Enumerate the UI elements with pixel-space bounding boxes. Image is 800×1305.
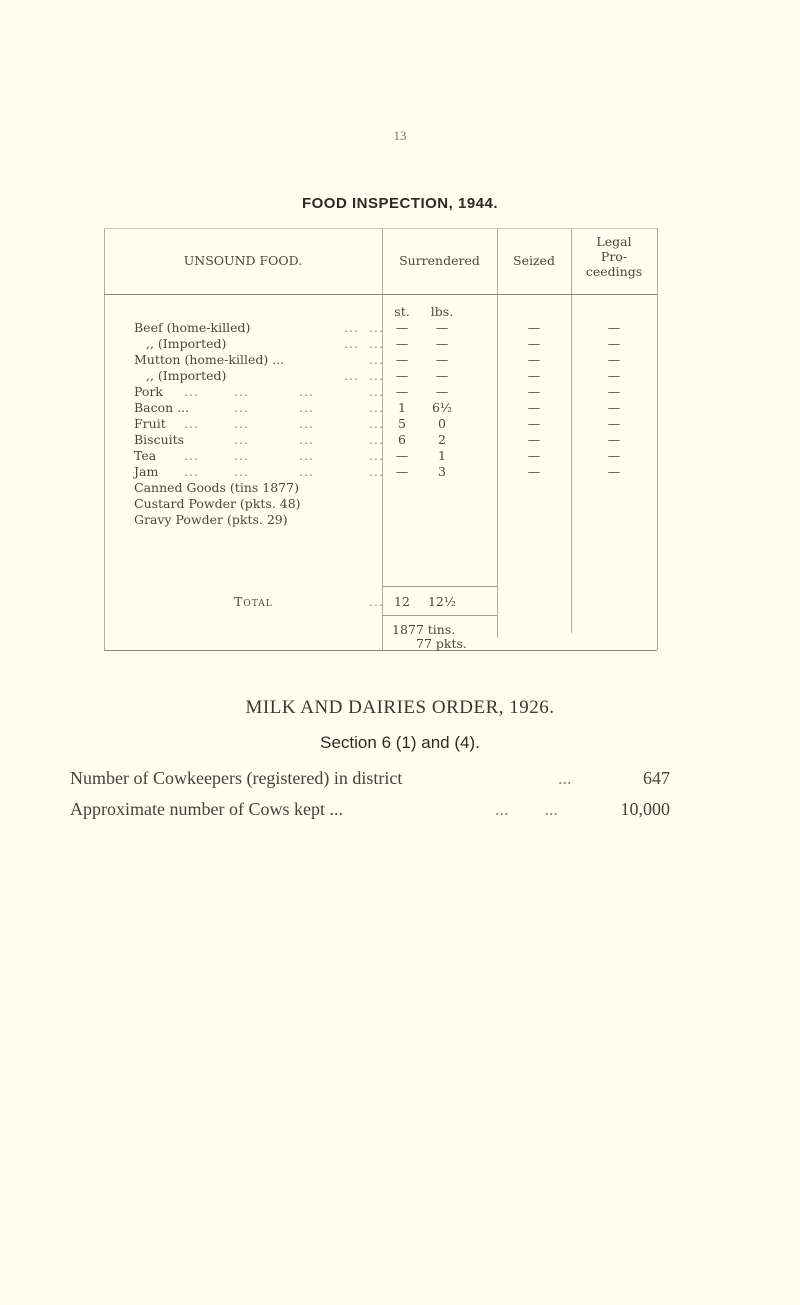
cell-legal: — [607,416,621,431]
leader-dots: ... [299,384,314,399]
leader-dots: ... [184,384,199,399]
table-row [104,432,657,448]
header-legal-line2: Pro- [600,249,628,264]
leader-dots: ... [369,352,384,367]
leader-dots: ... [369,448,384,463]
cell-legal: — [607,352,621,367]
row-label: Tea [134,448,157,463]
note-row [104,496,657,512]
leader-dots: ... [558,768,572,788]
cell-legal: — [607,384,621,399]
leader-dots: ... [234,384,249,399]
cell-lbs: 2 [438,432,446,447]
table-row [104,352,657,368]
leader-dots: ... [369,320,384,335]
cell-lbs: 6½ [431,400,453,415]
note-row [104,480,657,496]
leader-dots: ... [234,432,249,447]
cell-legal: — [607,432,621,447]
note-canned-goods: Canned Goods (tins 1877) [134,480,299,495]
table-row [104,464,657,480]
leader-dots: ... [299,448,314,463]
cell-lbs: — [435,320,449,335]
cell-legal: — [607,464,621,479]
total-bottom-rule [382,615,497,616]
note-row [104,512,657,528]
row-label: Biscuits [134,432,185,447]
cell-st: 6 [398,432,406,447]
leader-dots: ... [299,464,314,479]
cell-seized: — [527,384,541,399]
leader-dots: ... [369,368,384,383]
cell-lbs: 0 [438,416,446,431]
stat-row-cowkeepers [70,768,670,794]
table-row [104,416,657,432]
leader-dots: ... [299,416,314,431]
cell-st: — [395,448,409,463]
cell-seized: — [527,464,541,479]
cell-seized: — [527,400,541,415]
header-divider [104,294,657,295]
cell-legal: — [607,400,621,415]
cell-seized: — [527,448,541,463]
units-row [104,304,657,320]
cell-legal: — [607,336,621,351]
note-gravy-powder: Gravy Powder (pkts. 29) [134,512,288,527]
header-legal-line1: Legal [596,234,632,249]
leader-dots: ... [369,384,384,399]
page-title: FOOD INSPECTION, 1944. [301,195,499,212]
unit-pounds: lbs. [430,304,454,319]
header-unsound-food: UNSOUND FOOD. [183,253,303,268]
header-seized: Seized [513,253,555,268]
cell-legal: — [607,320,621,335]
leader-dots: ... [299,400,314,415]
total-pkts: 77 pkts. [416,636,467,651]
total-tins: 1877 tins. [392,622,456,637]
leader-dots: ... [234,416,249,431]
leader-dots: ... [299,432,314,447]
cell-st: 5 [398,416,406,431]
leader-dots: ... [344,336,359,351]
stat-label: Approximate number of Cows kept ... [70,799,343,819]
leader-dots: ... [369,416,384,431]
cell-seized: — [527,416,541,431]
total-label: Total [234,594,273,609]
header-legal-proceedings [571,234,657,279]
row-label: Mutton (home-killed) ... [134,352,285,367]
table-row [104,448,657,464]
leader-dots: ... [184,448,199,463]
cell-st: — [395,464,409,479]
row-label: Bacon ... [134,400,190,415]
cell-seized: — [527,320,541,335]
leader-dots: ... [369,594,384,609]
leader-dots: ... [184,464,199,479]
unit-stones: st. [394,304,410,319]
cell-st: — [395,368,409,383]
leader-dots: ... [369,336,384,351]
stat-row-cows [70,799,670,825]
cell-legal: — [607,368,621,383]
leader-dots: ... [369,464,384,479]
page-number: 13 [393,128,407,143]
stat-value: 647 [643,768,670,788]
total-st: 12 [394,594,410,609]
table-row [104,320,657,336]
row-label: Jam [134,464,159,479]
row-label: ,, (Imported) [146,368,227,383]
table-row [104,384,657,400]
cell-lbs: — [435,352,449,367]
leader-dots: ... [369,432,384,447]
cell-lbs: 1 [438,448,446,463]
cell-lbs: — [435,336,449,351]
row-label: Pork [134,384,163,399]
cell-st: 1 [398,400,406,415]
leader-dots: ... [369,400,384,415]
stat-label: Number of Cowkeepers (registered) in district [70,768,403,788]
cell-st: — [395,384,409,399]
cell-lbs: 3 [438,464,446,479]
table-row [104,368,657,384]
total-top-rule [382,586,497,587]
cell-legal: — [607,448,621,463]
total-lbs: 12½ [427,594,457,609]
leader-dots: ... ... [495,799,558,819]
cell-seized: — [527,336,541,351]
leader-dots: ... [234,464,249,479]
milk-dairies-heading: MILK AND DAIRIES ORDER, 1926. [245,697,555,718]
header-legal-line3: ceedings [585,264,643,279]
total-row [104,594,657,610]
cell-lbs: — [435,384,449,399]
note-custard-powder: Custard Powder (pkts. 48) [134,496,301,511]
leader-dots: ... [344,368,359,383]
cell-seized: — [527,352,541,367]
table-row [104,336,657,352]
table-border-top [104,228,657,229]
cell-st: — [395,352,409,367]
header-surrendered: Surrendered [399,253,480,268]
stat-value: 10,000 [620,799,670,819]
leader-dots: ... [234,400,249,415]
leader-dots: ... [184,416,199,431]
row-label: ,, (Imported) [146,336,227,351]
leader-dots: ... [234,448,249,463]
food-inspection-table [104,228,657,650]
row-label: Fruit [134,416,166,431]
cell-lbs: — [435,368,449,383]
cell-seized: — [527,368,541,383]
table-row [104,400,657,416]
cell-st: — [395,320,409,335]
leader-dots: ... [344,320,359,335]
cell-st: — [395,336,409,351]
row-label: Beef (home-killed) [134,320,251,335]
totals-extra-row [104,636,657,652]
section-subheading: Section 6 (1) and (4). [320,733,480,752]
table-border-right [657,228,658,650]
cell-seized: — [527,432,541,447]
